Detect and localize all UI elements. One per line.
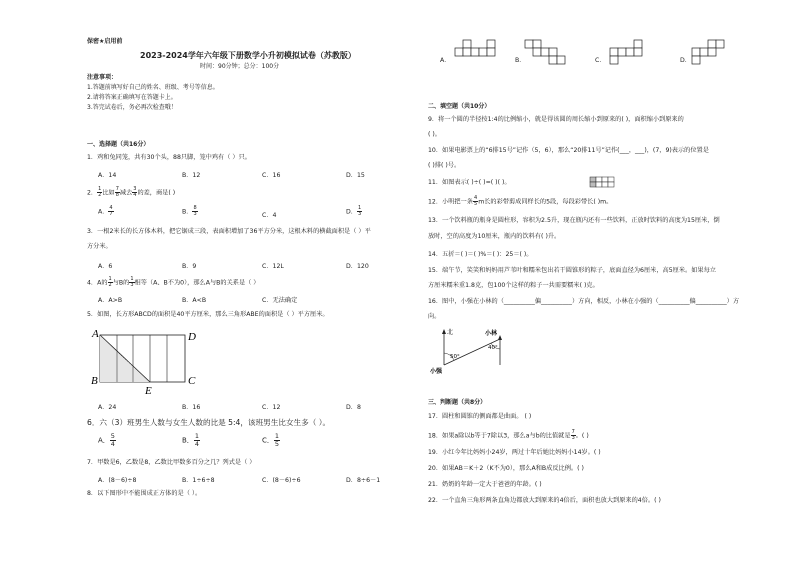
q7-option-a[interactable]: A．(8－6)÷8 xyxy=(98,477,137,484)
q22-text: 22．一个直角三角形两条直角边都放大到原来的4倍后，面积也放大到原来的4倍。( ) xyxy=(428,497,661,504)
q11-grid-figure xyxy=(590,177,620,189)
notice-2: 2.请将答案正确填写在答题卡上。 xyxy=(87,94,177,101)
q5-label-b: B xyxy=(91,375,98,387)
q16-xiaoqiang-label: 小强 xyxy=(430,368,443,375)
net-option-b-label[interactable]: B． xyxy=(515,57,526,64)
q3-option-a[interactable]: A．6 xyxy=(98,263,113,270)
q16-angle-40: 40° xyxy=(488,345,498,351)
q2-fraction-2: $\frac{7}{8}$ xyxy=(115,186,119,198)
q4-text: 4．A的 $\frac{1}{2}$ 与B的 $\frac{1}{3}$ 相等（A、B不为0），那么A与B的关系是（ ） xyxy=(87,276,260,288)
q15-line-2: 方厘米糯米重1.8克，包100个这样的粽子一共需要糯米( )克。 xyxy=(428,282,599,289)
notice-title: 注意事项： xyxy=(87,74,118,81)
q1-option-b[interactable]: B．12 xyxy=(182,172,201,179)
q17-text: 17．圆柱和圆锥的侧面都是曲面。 ( ) xyxy=(428,413,532,420)
q2-option-a[interactable]: A． $\frac{4}{7}$ xyxy=(98,205,113,217)
q19-text: 19．小红今年比妈妈小24岁，两过十年后她比妈妈小14岁。( ) xyxy=(428,449,601,456)
section2-title: 二、填空题（共10分） xyxy=(428,103,491,110)
q5-text: 5．如图，长方形ABCD的面积是40平方厘米，那么三角形ABE的面积是（ ）平方厘米。 xyxy=(87,311,329,318)
q1-option-d[interactable]: D．15 xyxy=(346,172,365,179)
q20-text: 20．如果AB＝K＋2（K不为0），那么A和B成反比例。( ) xyxy=(428,465,584,472)
q7-option-c[interactable]: C．(8－6)÷6 xyxy=(262,477,301,484)
q5-option-c[interactable]: C．12 xyxy=(262,404,281,411)
q21-text: 21．奶奶的年龄一定大于爸爸的年龄。( ) xyxy=(428,481,542,488)
q4-option-c[interactable]: C．无法确定 xyxy=(262,297,298,304)
q8-text: 8．以下图形中不能围成正方体的是（ ）。 xyxy=(87,490,202,497)
section1-title: 一、选择题（共16分） xyxy=(87,141,150,148)
net-option-d-label[interactable]: D． xyxy=(680,57,691,64)
q4-option-a[interactable]: A．A>B xyxy=(98,297,123,304)
q16-line-2: 向。 xyxy=(428,313,441,320)
net-option-c-label[interactable]: C． xyxy=(595,57,606,64)
q5-option-d[interactable]: D．8 xyxy=(346,404,361,411)
q4-option-b[interactable]: B．A<B xyxy=(182,297,207,304)
q16-line-1: 16．图中，小强在小林的（__________偏__________）方向，相反，小林在小强的（__________偏__________）方 xyxy=(428,298,740,305)
q18-text: 18．如果a除以b等于7除以3，那么a与b的比值就是 $\frac{7}{3}$ 。( ) xyxy=(428,429,589,441)
q2-fraction-3: $\frac{3}{4}$ xyxy=(133,186,137,198)
cube-net-c xyxy=(610,40,660,70)
q3-option-b[interactable]: B．9 xyxy=(182,263,197,270)
q1-text: 1．鸡和兔同笼，共有30个头，88只脚，笼中鸡有（ ）只。 xyxy=(87,154,251,161)
q3-option-c[interactable]: C．12L xyxy=(262,263,284,270)
q13-line-1: 13．一个饮料瓶的瓶身是圆柱形，容积为2.5升，现在瓶内还有一些饮料，正放时饮料的高度为15厘米，倒 xyxy=(428,217,720,224)
time-score: 时间：90分钟；总分：100分 xyxy=(200,63,280,70)
q6-option-a[interactable]: A． $\frac{5}{4}$ xyxy=(98,432,115,448)
q2-option-b[interactable]: B． $\frac{8}{3}$ xyxy=(182,205,197,217)
q6-text: 6．六（3）班男生人数与女生人数的比是 5:4，该班男生比女生多（ ）。 xyxy=(87,418,331,427)
notice-1: 1.答题前填写好自己的姓名、班级、考号等信息。 xyxy=(87,84,219,91)
q2-text: 2． $\frac{1}{2}$ 比如 $\frac{7}{8}$ 减去 $\frac{3}{4}$ 的差，商是( ) xyxy=(87,186,176,198)
q1-option-a[interactable]: A．14 xyxy=(98,172,117,179)
q6-option-c[interactable]: C． $\frac{1}{5}$ xyxy=(262,432,280,448)
cube-net-d xyxy=(692,40,742,70)
q3-line-2: 方分米。 xyxy=(87,243,112,250)
q2-option-c[interactable]: C．4 xyxy=(262,212,277,219)
q11-text: 11．如图表示( )÷( )=( )( )。 xyxy=(428,179,511,186)
q4-fraction-1: $\frac{1}{2}$ xyxy=(108,276,112,288)
q5-label-a: A xyxy=(92,328,99,340)
q2-option-d[interactable]: D． $\frac{1}{3}$ xyxy=(346,205,362,217)
confidential-label: 保密★启用前 xyxy=(87,38,123,45)
q12-text: 12．小明把一条 $\frac{4}{5}$ m长的彩带剪成同样长的5段，每段彩带长( )m。 xyxy=(428,195,613,207)
q3-line-1: 3．一根2米长的长方体木料，把它锯成三段，表面积增加了36平方分米，这根木料的横截面积是（ ）平 xyxy=(87,228,371,235)
q7-option-d[interactable]: D．8÷6－1 xyxy=(346,477,381,484)
q16-north-label: 北 xyxy=(447,329,454,336)
q7-text: 7．甲数是6，乙数是8，乙数比甲数多百分之几？列式是（ ） xyxy=(87,459,256,466)
q10-line-1: 10．如果电影票上的“6排15号”记作（5，6），那么“20排11号”记作(___，___)，(7，9)表示的位置是 xyxy=(428,147,709,154)
notice-3: 3.答完试卷后，务必再次检查哦！ xyxy=(87,104,177,111)
q10-line-2: ( )排( )号。 xyxy=(428,162,461,169)
q7-option-b[interactable]: B．1÷6÷8 xyxy=(182,477,215,484)
q12-fraction: $\frac{4}{5}$ xyxy=(474,195,478,207)
exam-title: 2023-2024学年六年级下册数学小升初模拟试卷（苏教版） xyxy=(140,51,356,60)
q6-option-b[interactable]: B． $\frac{1}{4}$ xyxy=(182,432,199,448)
q3-option-d[interactable]: D．120 xyxy=(346,263,369,270)
section3-title: 三、判断题（共8分） xyxy=(428,399,487,406)
cube-net-b xyxy=(525,40,575,70)
q16-xiaolin-label: 小林 xyxy=(485,330,498,337)
q16-angle-50: 50° xyxy=(450,354,460,360)
q5-rectangle-figure xyxy=(92,327,202,397)
q13-line-2: 放时，空的高度为10厘米，瓶内的饮料有( )升。 xyxy=(428,233,561,240)
q5-label-d: D xyxy=(188,331,196,343)
q16-direction-figure xyxy=(430,327,510,377)
q2-fraction-1: $\frac{1}{2}$ xyxy=(98,186,102,198)
q9-line-1: 9．将一个圆的半径按1:4的比例缩小，就是得该圆的周长缩小到原来的( )，面积缩小到原来的 xyxy=(428,116,684,123)
cube-net-a xyxy=(455,40,505,70)
q5-option-b[interactable]: B．16 xyxy=(182,404,201,411)
q5-label-c: C xyxy=(188,375,196,387)
net-option-a-label[interactable]: A． xyxy=(440,57,451,64)
q18-fraction: $\frac{7}{3}$ xyxy=(571,429,575,441)
q5-label-e: E xyxy=(145,385,152,397)
q9-line-2: ( )。 xyxy=(428,131,441,138)
q14-text: 14．五折＝( )＝( )%＝( )：25＝( )。 xyxy=(428,251,533,258)
q15-line-1: 15．端午节，笑笑和妈妈用芦苇叶和糯米包出若干圆锥形的粽子，底面直径为6厘米，高5厘米。如果每立 xyxy=(428,267,716,274)
q1-option-c[interactable]: C．16 xyxy=(262,172,281,179)
q5-option-a[interactable]: A．24 xyxy=(98,404,117,411)
q4-fraction-2: $\frac{1}{3}$ xyxy=(130,276,134,288)
